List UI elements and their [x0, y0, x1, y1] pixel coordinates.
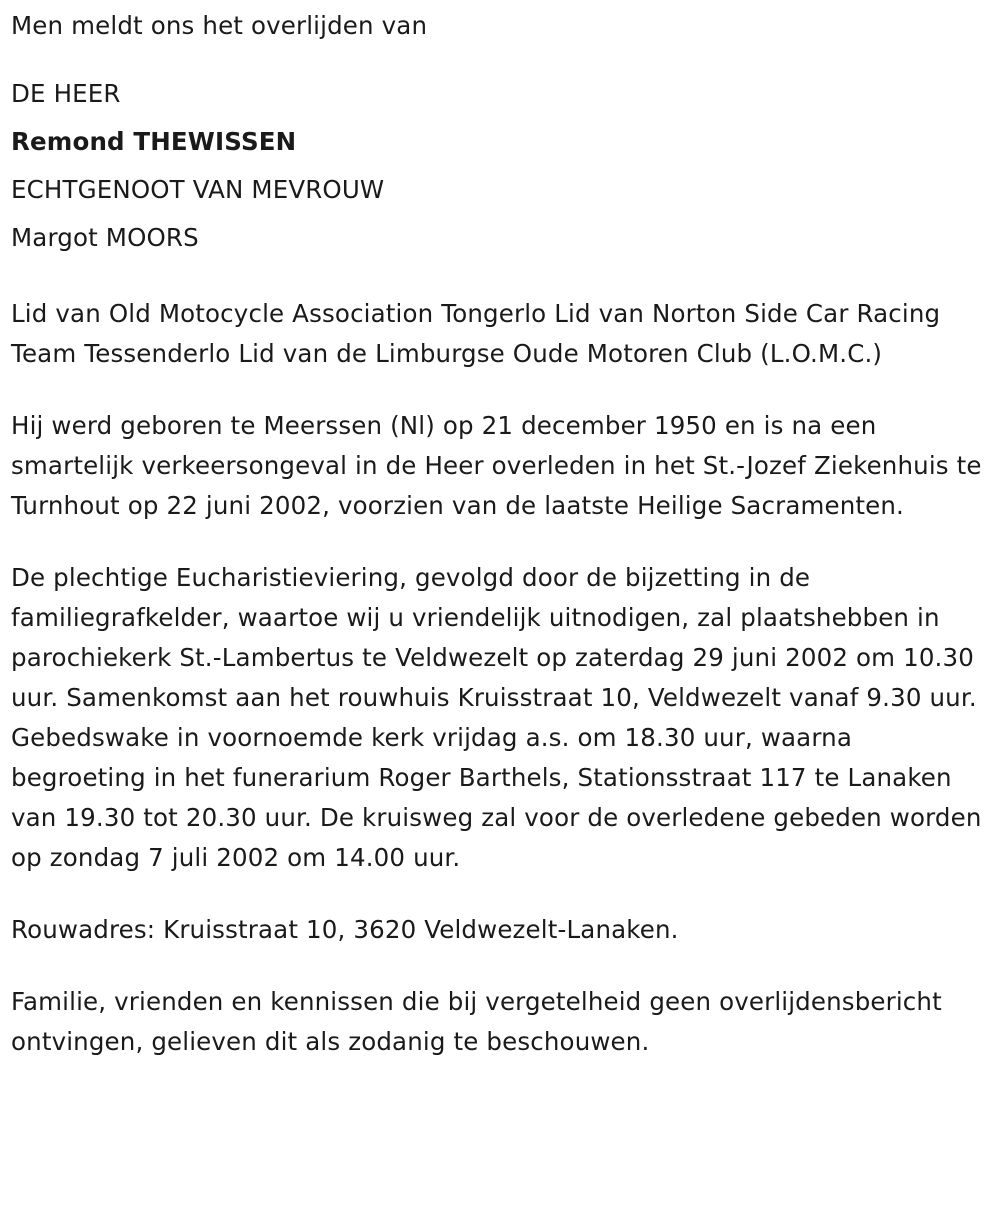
memberships-paragraph: Lid van Old Motocycle Association Tongerlo Lid van Norton Side Car Racing Team Tessenderlo Lid van de Limburgse Oude Motoren Club (L.O.M.C.): [11, 299, 941, 368]
name-block: [11, 70, 991, 262]
spouse-title: ECHTGENOOT VAN MEVROUW: [11, 175, 385, 204]
spouse-name: Margot MOORS: [11, 223, 199, 252]
mourning-address: Rouwadres: Kruisstraat 10, 3620 Veldwezelt-Lanaken.: [11, 915, 679, 944]
birth-death-paragraph: Hij werd geboren te Meerssen (Nl) op 21 december 1950 en is na een smartelijk verkeersongeval in de Heer overleden in het St.-Jozef Ziekenhuis te Turnhout op 22 juni 2002, voorzien van de laatste Heilige Sacramenten.: [11, 411, 982, 520]
deceased-name: Remond THEWISSEN: [11, 127, 297, 156]
intro-text: Men meldt ons het overlijden van: [11, 11, 428, 40]
death-notice: [11, 6, 991, 1062]
closing-paragraph: Familie, vrienden en kennissen die bij vergetelheid geen overlijdensbericht ontvingen, gelieven dit als zodanig te beschouwen.: [11, 987, 942, 1056]
honorific: DE HEER: [11, 79, 121, 108]
ceremony-paragraph: De plechtige Eucharistieviering, gevolgd door de bijzetting in de familiegrafkelder, waartoe wij u vriendelijk uitnodigen, zal plaatshebben in parochiekerk St.-Lambertus te Veldwezelt op zaterdag 29 juni 2002 om 10.30 uur. Samenkomst aan het rouwhuis Kruisstraat 10, Veldwezelt vanaf 9.30 uur. Gebedswake in voornoemde kerk vrijdag a.s. om 18.30 uur, waarna begroeting in het funerarium Roger Barthels, Stationsstraat 117 te Lanaken van 19.30 tot 20.30 uur. De kruisweg zal voor de overledene gebeden worden op zondag 7 juli 2002 om 14.00 uur.: [11, 563, 982, 872]
